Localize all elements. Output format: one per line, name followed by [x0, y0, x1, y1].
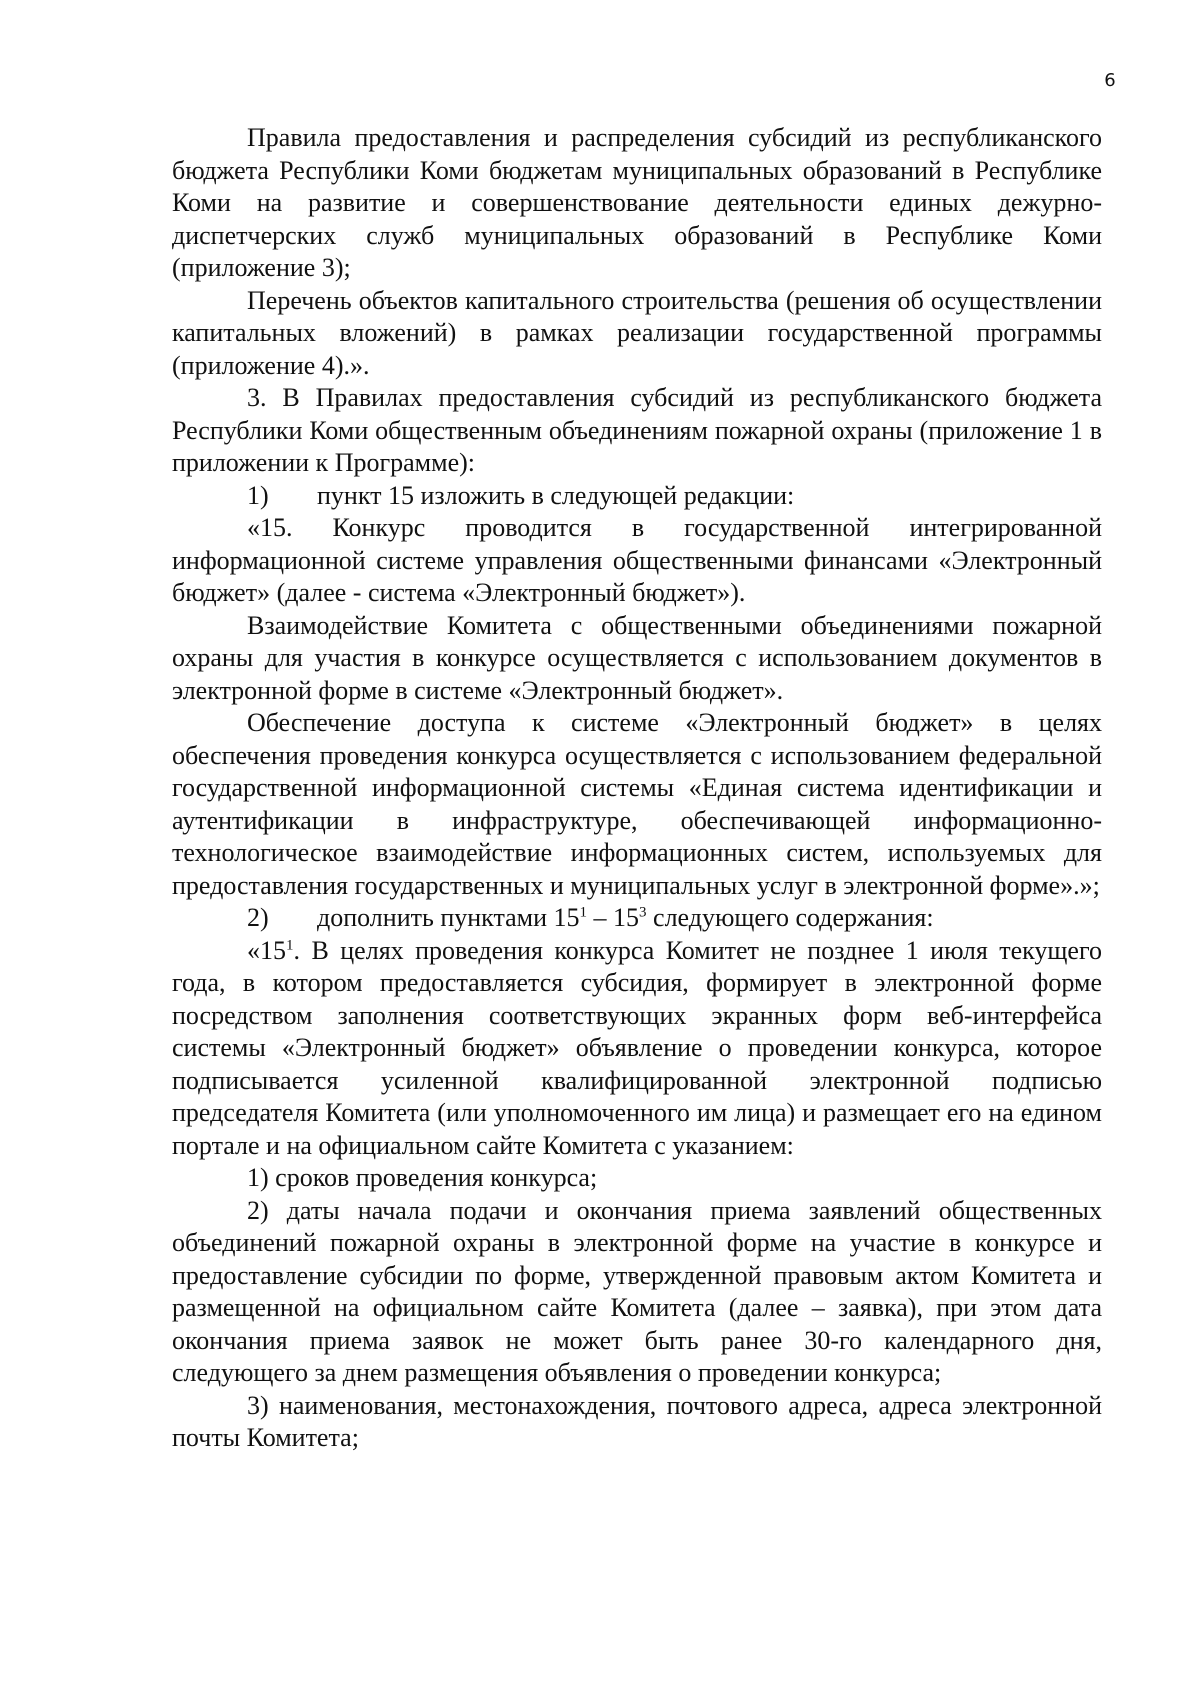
document-body — [172, 122, 1102, 1455]
paragraph-section-3: 3. В Правилах предоставления субсидий из республиканского бюджета Республики Коми общественным объединениям пожарной охраны (приложение 1 в приложении к Программе): — [172, 383, 1102, 477]
clause-number: «15 — [247, 935, 286, 965]
paragraph-capital-objects-list: Перечень объектов капитального строительства (решения об осуществлении капитальных вложений) в рамках реализации государственной программы (приложение 4).». — [172, 285, 1102, 380]
list-item-text: следующего содержания: — [646, 903, 934, 932]
list-item-text: – 15 — [587, 903, 640, 932]
list-item-text: пункт 15 изложить в следующей редакции: — [317, 480, 795, 510]
paragraph-item-2-dates: 2) даты начала подачи и окончания приема заявлений общественных объединений пожарной охраны в электронной форме на участие в конкурсе и предоставление субсидии по форме, утвержденной правовым актом Комитета и размещенной на официальном сайте Комитета (далее – заявка), при этом дата окончания приема заявок не может быть ранее 30-го календарного дня, следующего за днем размещения объявления о проведении конкурса; — [172, 1195, 1102, 1387]
list-item-2 — [172, 902, 1102, 935]
list-item-number: 2) — [247, 903, 269, 932]
list-item-1 — [172, 480, 1102, 513]
paragraph-interaction: Взаимодействие Комитета с общественными объединениями пожарной охраны для участия в конкурсе осуществляется с использованием документов в электронной форме в системе «Электронный бюджет». — [172, 610, 1102, 705]
list-item-text: дополнить пунктами 15 — [317, 903, 580, 932]
paragraph-clause-15-1 — [172, 935, 1102, 1163]
page-number: 6 — [1104, 70, 1116, 91]
paragraph-item-1-terms: 1) сроков проведения конкурса; — [247, 1163, 598, 1192]
paragraph-access: Обеспечение доступа к системе «Электронный бюджет» в целях обеспечения проведения конкурса осуществляется с использованием федеральной государственной информационной системы «Единая система идентификации и аутентификации в инфраструктуре, обеспечивающей информационно-технологическое взаимодействие информационных систем, используемых для предоставления государственных и муниципальных услуг в электронной форме».»; — [172, 708, 1102, 900]
paragraph-clause-15: «15. Конкурс проводится в государственной интегрированной информационной системе управления общественными финансами «Электронный бюджет» (далее - система «Электронный бюджет»). — [172, 513, 1102, 607]
list-item-number: 1) — [247, 480, 269, 510]
superscript: 1 — [286, 936, 294, 953]
paragraph-rules-edds: Правила предоставления и распределения субсидий из республиканского бюджета Республики Коми бюджетам муниципальных образований в Республике Коми на развитие и совершенствование деятельности единых дежурно-диспетчерских служб муниципальных образований в Республике Коми (приложение 3); — [172, 123, 1102, 282]
paragraph-item-3-contacts: 3) наименования, местонахождения, почтового адреса, адреса электронной почты Комитета; — [172, 1390, 1102, 1452]
superscript: 1 — [579, 904, 588, 921]
clause-text: . В целях проведения конкурса Комитет не позднее 1 июля текущего года, в котором предоставляется субсидия, формирует в электронной форме посредством заполнения соответствующих экранных форм веб-интерфейса системы «Электронный бюджет» объявление о проведении конкурса, которое подписывается усиленной квалифицированной электронной подписью председателя Комитета (или уполномоченного им лица) и размещает его на едином портале и на официальном сайте Комитета с указанием: — [172, 935, 1102, 1160]
superscript: 3 — [639, 904, 647, 921]
